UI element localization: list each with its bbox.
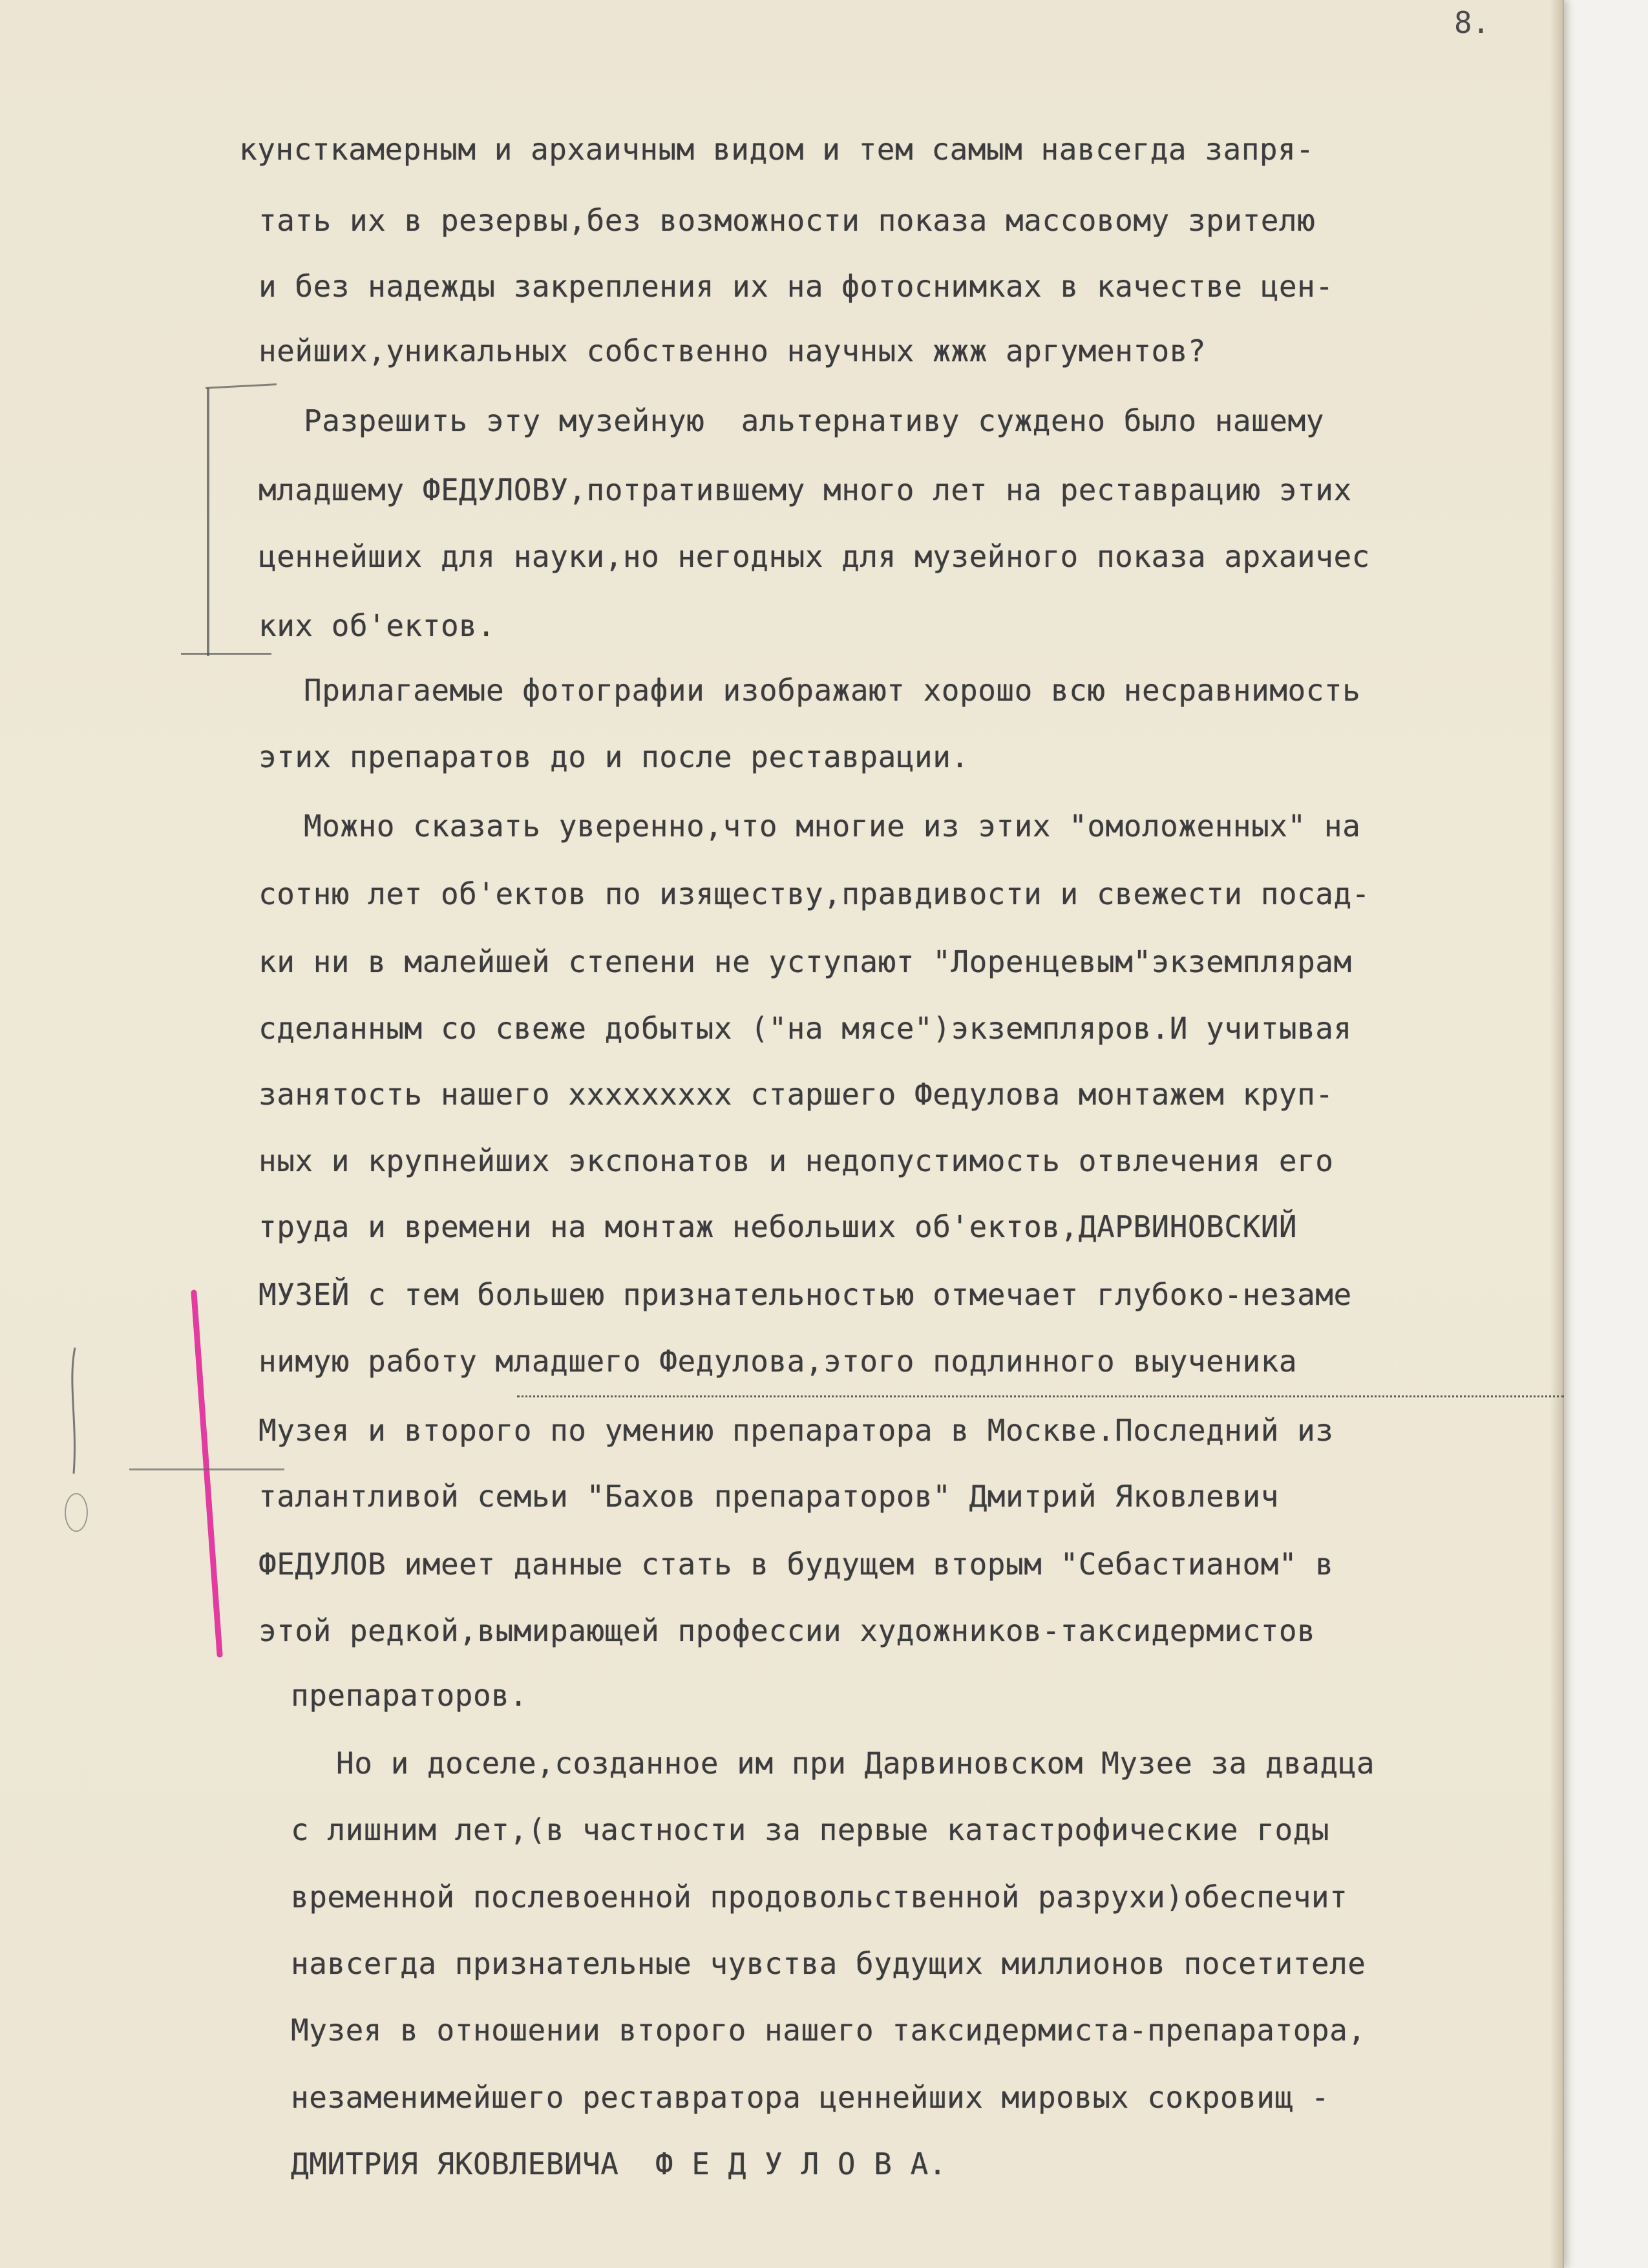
text-line: Музея в отношении второго нашего таксидермиста-препаратора,	[291, 2013, 1366, 2048]
text-line: навсегда признательные чувства будущих миллионов посетителе	[291, 1946, 1366, 1981]
text-line: сделанным со свеже добытых ("на мясе")экземпляров.И учитывая	[259, 1011, 1352, 1046]
text-line: младшему ФЕДУЛОВУ,потратившему много лет на реставрацию этих	[259, 472, 1352, 507]
text-line: Разрешить эту музейную альтернативу суждено было нашему	[304, 403, 1324, 438]
text-line: ДМИТРИЯ ЯКОВЛЕВИЧА Ф Е Д У Л О В А.	[291, 2146, 947, 2181]
text-line: Музея и второго по умению препаратора в Москве.Последний из	[259, 1413, 1334, 1448]
text-line: Прилагаемые фотографии изображают хорошо всю несравнимость	[304, 673, 1361, 708]
text-line: этой редкой,вымирающей профессии художников-таксидермистов	[259, 1613, 1316, 1648]
pencil-bracket-bottom	[181, 653, 271, 655]
page-number: 8.	[1454, 5, 1490, 40]
text-line: талантливой семьи "Бахов препараторов" Дмитрий Яковлевич	[259, 1479, 1279, 1514]
pencil-bracket	[207, 388, 209, 656]
pink-crayon-mark	[187, 1289, 239, 1658]
text-line: незаменимейшего реставратора ценнейших мировых сокровищ -	[291, 2080, 1330, 2115]
text-line: и без надежды закрепления их на фотоснимках в качестве цен-	[259, 269, 1334, 304]
pencil-zero-mark	[65, 1493, 88, 1532]
text-line: ФЕДУЛОВ имеет данные стать в будущем вторым "Себастианом" в	[259, 1547, 1334, 1582]
text-line: с лишним лет,(в частности за первые катастрофические годы	[291, 1812, 1330, 1847]
text-line: ких об'ектов.	[259, 608, 496, 643]
text-line: Можно сказать уверенно,что многие из этих "омоложенных" на	[304, 809, 1361, 843]
text-line: временной послевоенной продовольственной разрухи)обеспечит	[291, 1880, 1348, 1914]
text-line: ценнейших для науки,но негодных для музейного показа архаичес	[259, 539, 1370, 574]
text-line: нимую работу младшего Федулова,этого подлинного выученика	[259, 1344, 1298, 1379]
text-line: Но и доселе,созданное им при Дарвиновском Музее за двадца	[336, 1746, 1375, 1781]
pencil-margin-line	[129, 1468, 284, 1470]
text-line: труда и времени на монтаж небольших об'ектов,ДАРВИНОВСКИЙ	[259, 1209, 1298, 1244]
text-line: кунсткамерным и архаичным видом и тем самым навсегда запря-	[239, 132, 1315, 167]
text-line: нейших,уникальных собственно научных жжж аргументов?	[259, 334, 1207, 368]
typed-underline	[517, 1392, 1564, 1397]
text-line: тать их в резервы,без возможности показа массовому зрителю	[259, 203, 1316, 238]
text-line: сотню лет об'ектов по изяществу,правдивости и свежести посад-	[259, 876, 1370, 911]
paper-edge	[1550, 0, 1563, 2268]
text-line: препараторов.	[291, 1678, 528, 1713]
text-line: ных и крупнейших экспонатов и недопустимость отвлечения его	[259, 1143, 1334, 1178]
text-line: МУЗЕЙ с тем большею признательностью отмечает глубоко-незаме	[259, 1277, 1352, 1312]
text-line: ки ни в малейшей степени не уступают "Лоренцевым"экземплярам	[259, 944, 1352, 979]
text-line: этих препаратов до и после реставрации.	[259, 739, 969, 774]
text-line: занятость нашего ххххххххх старшего Федулова монтажем круп-	[259, 1077, 1334, 1112]
